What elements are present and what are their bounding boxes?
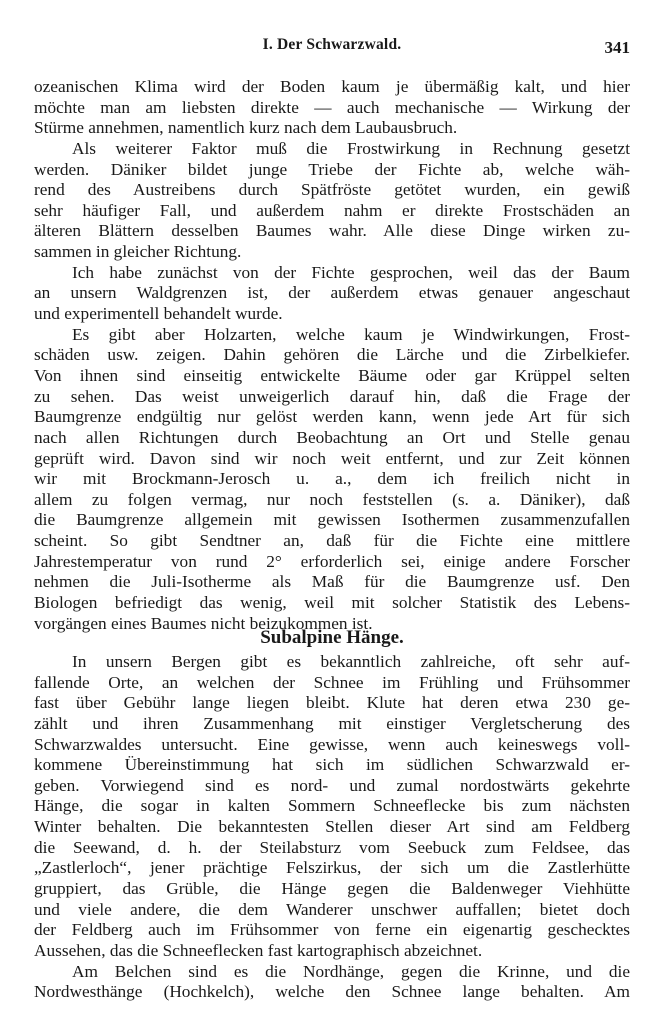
text-line: vorgängen eines Baumes nicht beizukommen ist. (34, 613, 373, 633)
text-line: kommene Übereinstimmung hat sich im südlichen Schwarzwald er- (34, 755, 630, 775)
text-line: Biologen befriedigt das wenig, weil mit solcher Statistik des Lebens- (34, 593, 630, 613)
running-title: I. Der Schwarzwald. (262, 36, 402, 53)
text-line: wir mit Brockmann-Jerosch u. a., dem ich freilich nicht in (34, 469, 630, 489)
text-line: Baumgrenze endgültig nur gelöst werden kann, wenn jede Art für sich (34, 407, 630, 427)
text-line: Schwarzwaldes untersucht. Eine gewisse, wenn auch keineswegs voll- (34, 734, 630, 754)
text-line: zu sehen. Das weist unweigerlich darauf hin, daß die Frage der (34, 386, 630, 406)
text-line: Als weiterer Faktor muß die Frostwirkung in Rechnung gesetzt (72, 138, 630, 158)
text-line: „Zastlerloch“, jener prächtige Felszirkus, der sich um die Zastlerhütte (34, 858, 630, 878)
text-line: der Feldberg auch im Frühsommer von ferne ein eigenartig geschecktes (34, 920, 630, 940)
text-line: werden. Däniker bildet junge Triebe der Fichte ab, welche wäh- (34, 159, 630, 179)
text-line: geben. Vorwiegend sind es nord- und zumal nordostwärts gekehrte (34, 775, 630, 795)
text-line: und viele andere, die dem Wanderer unschwer auffallen; bietet doch (34, 899, 630, 919)
text-line: geprüft wird. Davon sind wir noch weit entfernt, und zur Zeit können (34, 448, 630, 468)
text-line: Nordwesthänge (Hochkelch), welche den Schnee lange behalten. Am (34, 982, 630, 1002)
text-line: möchte man am liebsten direkte — auch mechanische — Wirkung der (34, 97, 630, 117)
running-header (34, 34, 630, 58)
section-heading: Subalpine Hänge. (260, 627, 404, 648)
text-line: gruppiert, das Grüble, die Hänge gegen die Baldenweger Viehhütte (34, 879, 630, 899)
text-line: Aussehen, das die Schneeflecken fast kartographisch abzeichnet. (34, 940, 483, 960)
text-line: Am Belchen sind es die Nordhänge, gegen die Krinne, und die (72, 961, 630, 981)
text-line: Hänge, die sogar in kalten Sommern Schneeflecke bis zum nächsten (34, 796, 630, 816)
text-line: älteren Blättern desselben Baumes wahr. Alle diese Dinge wirken zu- (34, 221, 630, 241)
text-line: Von ihnen sind einseitig entwickelte Bäume oder gar Krüppel selten (34, 365, 630, 385)
text-line: rend des Austreibens durch Spätfröste getötet wurden, ein gewiß (34, 180, 630, 200)
text-line: Ich habe zunächst von der Fichte gesprochen, weil das der Baum (72, 262, 630, 282)
page-number: 341 (604, 38, 630, 57)
text-line: sehr häufiger Fall, und außerdem nahm er direkte Frostschäden an (34, 200, 630, 220)
text-line: zählt und ihren Zusammenhang mit einstiger Vergletscherung des (34, 713, 630, 733)
text-line: und experimentell behandelt wurde. (34, 304, 283, 324)
text-line: sammen in gleicher Richtung. (34, 242, 242, 262)
section-2-text (34, 652, 630, 1003)
text-line: In unsern Bergen gibt es bekanntlich zahlreiche, oft sehr auf- (72, 652, 630, 671)
text-line: allem zu folgen vermag, nur noch feststellen (s. a. Däniker), daß (34, 489, 630, 509)
section-1-text (34, 77, 630, 634)
text-line: die Baumgrenze allgemein mit gewissen Isothermen zusammenzufallen (34, 510, 630, 530)
text-line: schäden usw. zeigen. Dahin gehören die Lärche und die Zirbelkiefer. (34, 345, 630, 365)
text-line: die Seewand, d. h. der Steilabsturz vom Seebuck zum Feldsee, das (34, 837, 630, 857)
text-line: Es gibt aber Holzarten, welche kaum je Windwirkungen, Frost- (72, 324, 630, 344)
text-line: Jahrestemperatur von rund 2° erforderlich sei, einige andere Forscher (34, 551, 630, 571)
text-line: fast über Gebühr lange liegen bleibt. Klute hat deren etwa 230 ge- (34, 693, 630, 713)
text-line: nach allen Richtungen durch Beobachtung an Ort und Stelle genau (34, 427, 630, 447)
text-line: an unsern Waldgrenzen ist, der außerdem etwas genauer angeschaut (34, 283, 630, 303)
text-line: Stürme annehmen, namentlich kurz nach dem Laubausbruch. (34, 118, 458, 138)
text-line: ozeanischen Klima wird der Boden kaum je übermäßig kalt, und hier (34, 77, 630, 96)
text-line: fallende Orte, an welchen der Schnee im Frühling und Frühsommer (34, 672, 630, 692)
text-line: scheint. So gibt Sendtner an, daß für die Fichte eine mittlere (34, 531, 630, 551)
text-line: Winter behalten. Die bekanntesten Stellen dieser Art sind am Feldberg (34, 817, 630, 837)
text-line: nehmen die Juli-Isotherme als Maß für die Baumgrenze usf. Den (34, 572, 630, 592)
